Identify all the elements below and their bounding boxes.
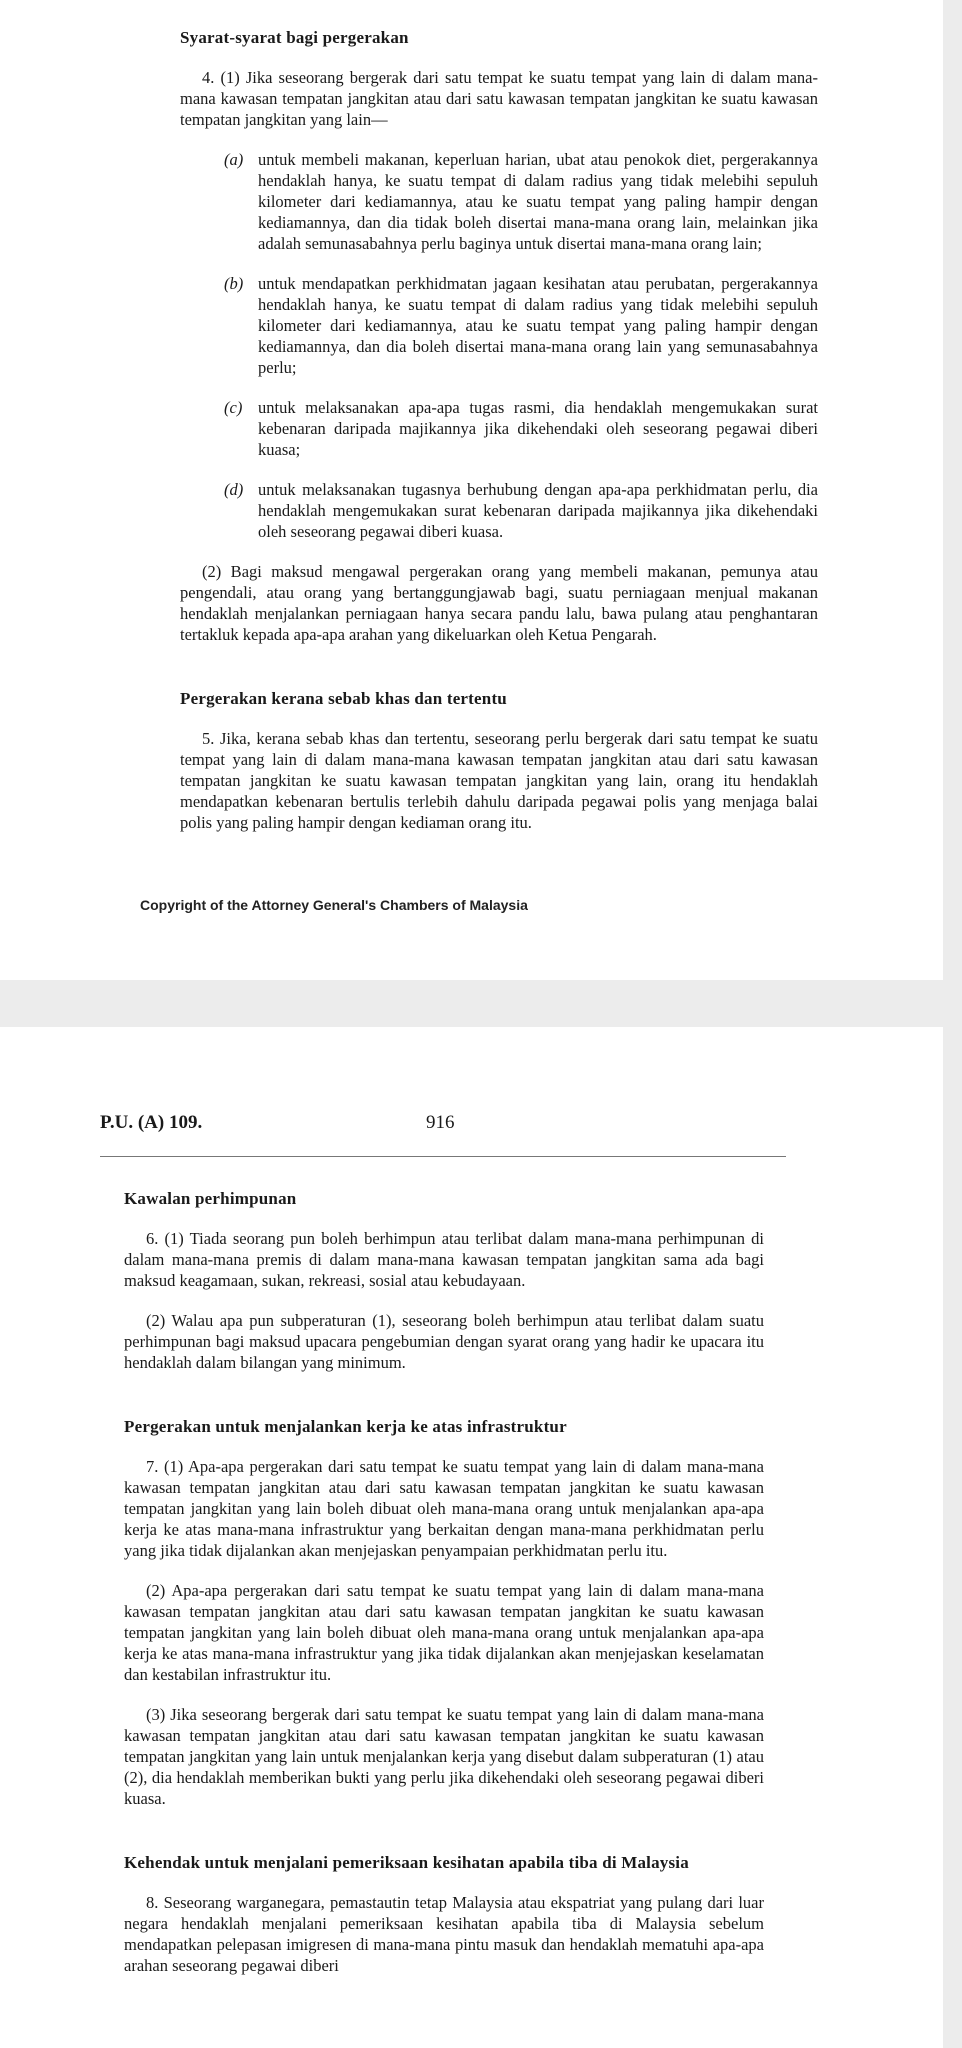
paragraph-6-1: 6. (1) Tiada seorang pun boleh berhimpun atau terlibat dalam mana-mana perhimpunan di dalam mana-mana premis di dalam mana-mana kawasan tempatan jangkitan sama ada bagi maksud keagamaan, sukan, rekreasi, sosial atau kebudayaan.	[124, 1229, 764, 1290]
item-text: untuk melaksanakan apa-apa tugas rasmi, dia hendaklah mengemukakan surat kebenaran daripada majikannya jika dikehendaki oleh seseorang pegawai diberi kuasa;	[258, 398, 818, 459]
list-item-b	[224, 273, 818, 378]
paragraph-4-2: (2) Bagi maksud mengawal pergerakan orang yang membeli makanan, pemunya atau pengendali, atau orang yang bertanggungjawab bagi, suatu perniagaan menjual makanan hendaklah menjalankan perniagaan hanya secara pandu lalu, bawa pulang atau penghantaran tertakluk kepada apa-apa arahan yang dikeluarkan oleh Ketua Pengarah.	[180, 562, 818, 644]
paragraph-8: 8. Seseorang warganegara, pemastautin tetap Malaysia atau ekspatriat yang pulang dari luar negara hendaklah menjalani pemeriksaan kesihatan apabila tiba di Malaysia sebelum mendapatkan pelepasan imigresen di mana-mana pintu masuk dan hendaklah mematuhi apa-apa arahan seseorang pegawai diberi	[124, 1893, 764, 1975]
document-reference: P.U. (A) 109.	[100, 1112, 203, 1133]
section-heading-6: Kawalan perhimpunan	[124, 1189, 297, 1208]
section-heading-7: Pergerakan untuk menjalankan kerja ke atas infrastruktur	[124, 1417, 567, 1436]
item-text: untuk membeli makanan, keperluan harian, ubat atau penokok diet, pergerakannya hendaklah hanya, ke suatu tempat di dalam radius yang tidak melebihi sepuluh kilometer dari kediamannya, atau ke suatu tempat yang paling hampir dengan kediamannya, dan dia tidak boleh disertai mana-mana orang lain, melainkan jika adalah semunasabahnya perlu baginya untuk disertai mana-mana orang lain;	[258, 150, 818, 253]
item-text: untuk mendapatkan perkhidmatan jagaan kesihatan atau perubatan, pergerakannya hendaklah hanya, ke suatu tempat di dalam radius yang tidak melebihi sepuluh kilometer dari kediamannya, atau ke suatu tempat yang paling hampir dengan kediamannya, dan dia boleh disertai mana-mana orang lain yang semunasabahnya perlu;	[258, 274, 818, 377]
section-heading-4: Syarat-syarat bagi pergerakan	[180, 28, 409, 47]
paragraph-4-1: 4. (1) Jika seseorang bergerak dari satu tempat ke suatu tempat yang lain di dalam mana-mana kawasan tempatan jangkitan atau dari satu kawasan tempatan jangkitan ke suatu kawasan tempatan jangkitan yang lain—	[180, 68, 818, 129]
document-page-2	[0, 1027, 943, 2048]
paragraph-7-1: 7. (1) Apa-apa pergerakan dari satu tempat ke suatu tempat yang lain di dalam mana-mana kawasan tempatan jangkitan atau dari satu kawasan tempatan jangkitan ke suatu kawasan tempatan jangkitan yang lain boleh dibuat oleh mana-mana orang untuk menjalankan apa-apa kerja ke atas mana-mana infrastruktur yang berkaitan dengan mana-mana perkhidmatan perlu yang jika tidak dijalankan akan menjejaskan penyampaian perkhidmatan perlu itu.	[124, 1457, 764, 1560]
section-heading-5: Pergerakan kerana sebab khas dan tertentu	[180, 689, 507, 708]
item-label: (c)	[224, 398, 243, 417]
list-item-a	[224, 149, 818, 254]
paragraph-6-2: (2) Walau apa pun subperaturan (1), seseorang boleh berhimpun atau terlibat dalam suatu perhimpunan bagi maksud upacara pengebumian dengan syarat orang yang hadir ke upacara itu hendaklah dalam bilangan yang minimum.	[124, 1311, 764, 1372]
list-item-d	[224, 479, 818, 542]
paragraph-5-clip	[180, 728, 818, 846]
page-1-body	[180, 28, 818, 846]
item-label: (d)	[224, 480, 244, 499]
section-heading-8: Kehendak untuk menjalani pemeriksaan kesihatan apabila tiba di Malaysia	[124, 1853, 689, 1872]
item-label: (b)	[224, 274, 244, 293]
paragraph-5: 5. Jika, kerana sebab khas dan tertentu, seseorang perlu bergerak dari satu tempat ke suatu tempat yang lain di dalam mana-mana kawasan tempatan jangkitan atau dari satu kawasan tempatan jangkitan ke suatu kawasan tempatan jangkitan yang lain, orang itu hendaklah mendapatkan kebenaran bertulis terlebih dahulu daripada pegawai polis yang menjaga balai polis yang paling hampir dengan kediaman orang itu.	[180, 729, 818, 832]
paragraph-7-2: (2) Apa-apa pergerakan dari satu tempat ke suatu tempat yang lain di dalam mana-mana kawasan tempatan jangkitan atau dari satu kawasan tempatan jangkitan ke suatu kawasan tempatan jangkitan yang lain boleh dibuat oleh mana-mana orang untuk menjalankan apa-apa kerja ke atas mana-mana infrastruktur yang jika tidak dijalankan akan menjejaskan keselamatan dan kestabilan infrastruktur itu.	[124, 1581, 764, 1684]
item-text: untuk melaksanakan tugasnya berhubung dengan apa-apa perkhidmatan perlu, dia hendaklah mengemukakan surat kebenaran daripada majikannya jika dikehendaki oleh seseorang pegawai diberi kuasa.	[258, 480, 818, 541]
page-number: 916	[426, 1112, 455, 1133]
list-item-c	[224, 397, 818, 460]
item-label: (a)	[224, 150, 244, 169]
page-2-body	[124, 1189, 764, 1976]
page-header	[100, 1110, 786, 1157]
document-page-1	[0, 0, 943, 980]
paragraph-7-3: (3) Jika seseorang bergerak dari satu tempat ke suatu tempat yang lain di dalam mana-mana kawasan tempatan jangkitan atau dari satu kawasan tempatan jangkitan ke suatu kawasan tempatan jangkitan yang lain untuk menjalankan kerja yang disebut dalam subperaturan (1) atau (2), dia hendaklah memberikan bukti yang perlu jika dikehendaki oleh seseorang pegawai diberi kuasa.	[124, 1705, 764, 1808]
copyright-notice: Copyright of the Attorney General's Chambers of Malaysia	[140, 897, 528, 913]
